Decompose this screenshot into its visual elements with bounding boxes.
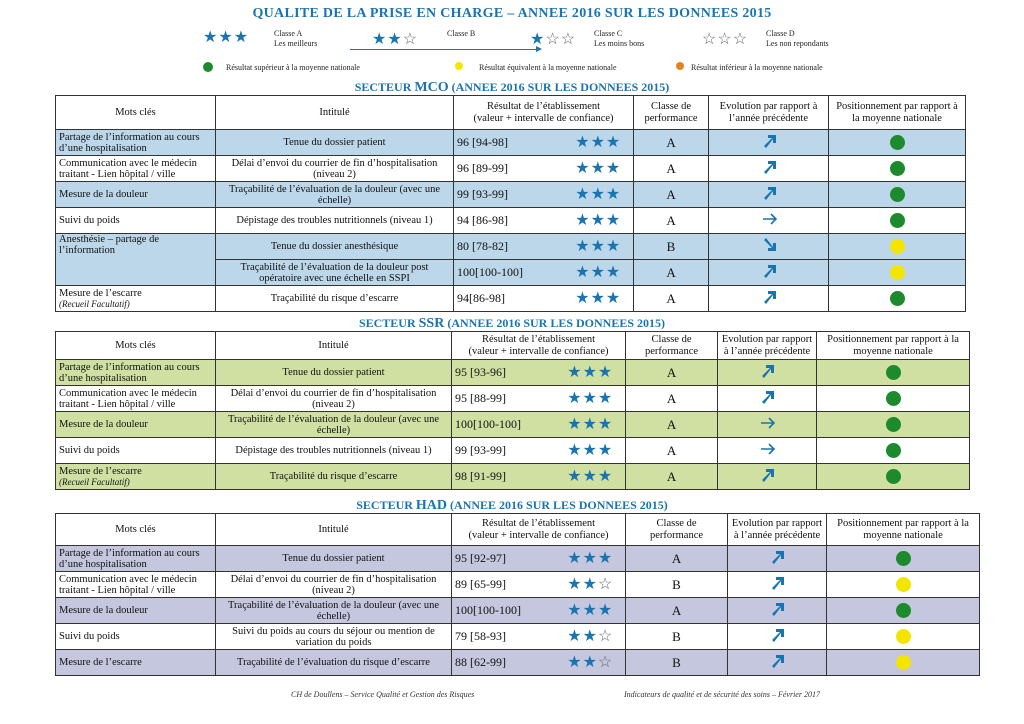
row-intitule: Tenue du dossier patient xyxy=(216,130,454,156)
row-stars xyxy=(564,260,634,286)
row-result: 89 [65-99] xyxy=(452,572,556,598)
row-intitule: Traçabilité de l’évaluation de la douleur post opératoire avec une échelle en SSPI xyxy=(216,260,454,286)
row-evolution xyxy=(709,156,829,182)
arrow-up-right-icon xyxy=(759,388,775,404)
legend-stars-c: ★☆☆ xyxy=(530,31,577,48)
empty-star-icon: ☆ xyxy=(597,653,614,671)
had-header-row xyxy=(56,514,980,546)
arrow-up-right-icon xyxy=(761,184,777,200)
row-intitule: Dépistage des troubles nutritionnels (niveau 1) xyxy=(216,208,454,234)
row-intitule: Traçabilité du risque d’escarre xyxy=(216,286,454,312)
legend-dot-green-label: Résultat supérieur à la moyenne nationale xyxy=(226,63,360,72)
legend-stars-b: ★★☆ xyxy=(372,31,419,48)
header-evolution: Evolution par rapport à l’année précédente xyxy=(709,96,829,130)
sector-mco-name: MCO xyxy=(414,80,449,95)
table-row xyxy=(56,208,966,234)
status-dot-yellow-icon xyxy=(890,239,905,254)
keyword-text: Suivi du poids xyxy=(59,445,120,456)
table-row xyxy=(56,234,966,260)
arrow-up-right-icon xyxy=(769,600,785,616)
star-rating-icon: ★★★ xyxy=(567,415,614,433)
row-intitule: Traçabilité de l’évaluation de la douleur (avec une échelle) xyxy=(216,182,454,208)
row-stars xyxy=(564,286,634,312)
row-evolution xyxy=(728,572,827,598)
legend-dot-yellow-label: Résultat équivalent à la moyenne nationale xyxy=(479,63,617,72)
sector-mco-post: (ANNEE 2016 SUR LES DONNEES 2015) xyxy=(448,80,670,94)
arrow-right-icon xyxy=(761,210,777,226)
keyword-text: Mesure de la douleur xyxy=(59,605,148,616)
sector-ssr-post: (ANNEE 2016 SUR LES DONNEES 2015) xyxy=(444,316,666,330)
row-position xyxy=(827,624,980,650)
table-row xyxy=(56,572,980,598)
row-result: 95 [92-97] xyxy=(452,546,556,572)
row-stars xyxy=(556,412,626,438)
row-stars xyxy=(564,130,634,156)
star-rating-icon: ★★☆ xyxy=(567,575,614,593)
row-intitule: Tenue du dossier patient xyxy=(216,546,452,572)
legend-class-a-desc: Les meilleurs xyxy=(274,39,318,48)
status-dot-green-icon xyxy=(896,551,911,566)
keyword-text: Communication avec le médecin traitant - Lien hôpital / ville xyxy=(59,157,197,180)
row-stars xyxy=(556,572,626,598)
row-result: 94[86-98] xyxy=(454,286,564,312)
header-resultat-title: Résultat de l’établissement xyxy=(481,333,596,345)
header-mots: Mots clés xyxy=(56,96,216,130)
row-position xyxy=(829,208,966,234)
star-rating-icon: ★★★ xyxy=(567,389,614,407)
status-dot-green-icon xyxy=(886,391,901,406)
row-stars xyxy=(556,464,626,490)
row-result: 100[100-100] xyxy=(452,598,556,624)
empty-star-icon: ☆ xyxy=(597,575,614,593)
header-position: Positionnement par rapport à la moyenne nationale xyxy=(827,514,980,546)
row-keyword xyxy=(56,598,216,624)
row-stars xyxy=(564,208,634,234)
legend-class-c-desc: Les moins bons xyxy=(594,39,645,48)
row-stars xyxy=(556,386,626,412)
legend-stars-d: ☆☆☆ xyxy=(702,31,749,48)
status-dot-green-icon xyxy=(886,365,901,380)
star-rating-icon: ★★★ xyxy=(575,159,622,177)
row-evolution xyxy=(709,260,829,286)
row-evolution xyxy=(709,182,829,208)
arrow-up-right-icon xyxy=(761,132,777,148)
ssr-header-row xyxy=(56,332,970,360)
table-row xyxy=(56,598,980,624)
row-keyword xyxy=(56,156,216,182)
keyword-text: Mesure de l’escarre xyxy=(59,465,142,477)
keyword-text: Partage de l’information au cours d’une hospitalisation xyxy=(59,361,200,384)
row-position xyxy=(827,650,980,676)
arrow-up-right-icon xyxy=(761,288,777,304)
header-resultat-title: Résultat de l’établissement xyxy=(481,517,596,529)
row-result: 99 [93-99] xyxy=(452,438,556,464)
legend-class-a-title: Classe A xyxy=(274,29,303,38)
row-intitule: Tenue du dossier anesthésique xyxy=(216,234,454,260)
legend-dot-green-icon xyxy=(203,62,213,72)
status-dot-green-icon xyxy=(890,161,905,176)
keyword-text: Communication avec le médecin traitant - Lien hôpital / ville xyxy=(59,573,197,596)
row-evolution xyxy=(718,464,817,490)
keyword-text: Communication avec le médecin traitant - Lien hôpital / ville xyxy=(59,387,197,410)
star-rating-icon: ★★★ xyxy=(575,211,622,229)
row-class: A xyxy=(634,156,709,182)
row-intitule: Délai d’envoi du courrier de fin d’hospitalisation (niveau 2) xyxy=(216,156,454,182)
row-result: 95 [93-96] xyxy=(452,360,556,386)
header-intitule: Intitulé xyxy=(216,514,452,546)
arrow-down-right-icon xyxy=(761,236,777,252)
table-ssr xyxy=(55,331,970,490)
row-intitule: Suivi du poids au cours du séjour ou mention de variation du poids xyxy=(216,624,452,650)
keyword-text: Suivi du poids xyxy=(59,631,120,642)
row-evolution xyxy=(718,412,817,438)
table-row xyxy=(56,464,970,490)
row-evolution xyxy=(709,208,829,234)
row-position xyxy=(829,130,966,156)
page-title: QUALITE DE LA PRISE EN CHARGE – ANNEE 2016 SUR LES DONNEES 2015 xyxy=(252,6,772,21)
row-position xyxy=(817,386,970,412)
row-intitule: Tenue du dossier patient xyxy=(216,360,452,386)
row-keyword xyxy=(56,208,216,234)
row-position xyxy=(829,260,966,286)
row-class: A xyxy=(634,182,709,208)
row-intitule: Traçabilité de l’évaluation de la douleur (avec une échelle) xyxy=(216,412,452,438)
arrow-up-right-icon xyxy=(759,466,775,482)
sector-had-pre: SECTEUR xyxy=(356,498,416,512)
header-resultat xyxy=(452,514,626,546)
row-evolution xyxy=(718,438,817,464)
footer-left: CH de Doullens – Service Qualité et Gestion des Risques xyxy=(291,690,475,699)
row-position xyxy=(829,182,966,208)
keyword-text: Mesure de la douleur xyxy=(59,419,148,430)
legend-class-d xyxy=(766,29,829,49)
row-keyword xyxy=(56,412,216,438)
table-row xyxy=(56,286,966,312)
row-result: 96 [94-98] xyxy=(454,130,564,156)
empty-star-icon: ☆ xyxy=(597,627,614,645)
table-row xyxy=(56,650,980,676)
row-stars xyxy=(556,598,626,624)
keyword-text: Partage de l’information au cours d’une hospitalisation xyxy=(59,547,200,570)
row-intitule: Délai d’envoi du courrier de fin d’hospitalisation (niveau 2) xyxy=(216,572,452,598)
keyword-text: Suivi du poids xyxy=(59,215,120,226)
row-class: A xyxy=(626,438,718,464)
row-keyword xyxy=(56,572,216,598)
row-class: A xyxy=(626,386,718,412)
status-dot-green-icon xyxy=(890,213,905,228)
arrow-right-icon xyxy=(759,440,775,456)
star-rating-icon: ★★★ xyxy=(575,263,622,281)
row-intitule: Délai d’envoi du courrier de fin d’hospitalisation (niveau 2) xyxy=(216,386,452,412)
table-row xyxy=(56,182,966,208)
header-resultat xyxy=(454,96,634,130)
row-evolution xyxy=(728,624,827,650)
row-result: 95 [88-99] xyxy=(452,386,556,412)
sector-ssr-pre: SECTEUR xyxy=(358,316,419,330)
keyword-note: (Recueil Facultatif) xyxy=(59,298,130,309)
row-class: A xyxy=(626,464,718,490)
header-classe: Classe de performance xyxy=(626,332,718,360)
row-keyword xyxy=(56,286,216,312)
keyword-text: Mesure de l’escarre xyxy=(59,287,142,299)
keyword-text: Mesure de la douleur xyxy=(59,189,148,200)
legend-dot-yellow-icon xyxy=(455,62,463,70)
row-keyword xyxy=(56,386,216,412)
star-rating-icon: ★★★ xyxy=(575,237,622,255)
row-stars xyxy=(564,234,634,260)
arrow-up-right-icon xyxy=(761,158,777,174)
row-class: A xyxy=(626,412,718,438)
table-mco xyxy=(55,95,966,312)
table-row xyxy=(56,360,970,386)
row-evolution xyxy=(728,598,827,624)
row-class: A xyxy=(634,130,709,156)
keyword-note: (Recueil Facultatif) xyxy=(59,476,130,487)
row-stars xyxy=(556,650,626,676)
row-position xyxy=(817,412,970,438)
legend-stars-a: ★★★ xyxy=(203,29,250,46)
row-position xyxy=(827,546,980,572)
row-keyword xyxy=(56,438,216,464)
row-result: 96 [89-99] xyxy=(454,156,564,182)
row-result: 99 [93-99] xyxy=(454,182,564,208)
keyword-text: Anesthésie – partage de l’information xyxy=(59,234,160,256)
legend-class-a xyxy=(274,29,317,49)
legend-class-d-title: Classe D xyxy=(766,29,795,38)
header-resultat-sub: (valeur + intervalle de confiance) xyxy=(468,345,609,357)
status-dot-yellow-icon xyxy=(896,655,911,670)
row-evolution xyxy=(709,130,829,156)
row-stars xyxy=(556,546,626,572)
keyword-text: Partage de l’information au cours d’une hospitalisation xyxy=(59,131,200,154)
legend-class-b-title: Classe B xyxy=(447,29,476,38)
row-position xyxy=(817,438,970,464)
row-class: A xyxy=(634,260,709,286)
legend-arrow-line xyxy=(350,49,536,50)
star-rating-icon: ★★☆ xyxy=(567,653,614,671)
row-position xyxy=(817,360,970,386)
header-resultat xyxy=(452,332,626,360)
row-evolution xyxy=(709,286,829,312)
row-class: B xyxy=(626,572,728,598)
row-position xyxy=(829,156,966,182)
row-keyword xyxy=(56,360,216,386)
row-class: A xyxy=(634,286,709,312)
row-result: 88 [62-99] xyxy=(452,650,556,676)
arrow-up-right-icon xyxy=(769,626,785,642)
status-dot-green-icon xyxy=(890,135,905,150)
legend-class-c-title: Classe C xyxy=(594,29,623,38)
status-dot-yellow-icon xyxy=(896,577,911,592)
row-keyword xyxy=(56,546,216,572)
legend-class-d-desc: Les non repondants xyxy=(766,39,829,48)
row-keyword xyxy=(56,650,216,676)
star-rating-icon: ★★★ xyxy=(567,549,614,567)
star-rating-icon: ★★★ xyxy=(567,441,614,459)
footer-right: Indicateurs de qualité et de sécurité des soins – Février 2017 xyxy=(624,690,820,699)
row-class: A xyxy=(626,598,728,624)
row-position xyxy=(829,234,966,260)
header-intitule: Intitulé xyxy=(216,96,454,130)
header-evolution: Evolution par rapport à l’année précédente xyxy=(728,514,827,546)
row-keyword xyxy=(56,234,216,286)
legend-dot-orange-icon xyxy=(676,62,684,70)
row-class: B xyxy=(634,234,709,260)
row-intitule: Traçabilité de l’évaluation de la douleur (avec une échelle) xyxy=(216,598,452,624)
star-rating-icon: ★★★ xyxy=(575,185,622,203)
header-classe: Classe de performance xyxy=(626,514,728,546)
sector-heading-mco xyxy=(0,80,1024,96)
row-result: 98 [91-99] xyxy=(452,464,556,490)
row-evolution xyxy=(728,650,827,676)
star-rating-icon: ★★★ xyxy=(567,467,614,485)
header-evolution: Evolution par rapport à l’année précédente xyxy=(718,332,817,360)
row-stars xyxy=(556,360,626,386)
row-position xyxy=(829,286,966,312)
row-class: B xyxy=(626,624,728,650)
header-position: Positionnement par rapport à la moyenne nationale xyxy=(829,96,966,130)
arrow-up-right-icon xyxy=(769,574,785,590)
header-mots: Mots clés xyxy=(56,332,216,360)
row-stars xyxy=(564,156,634,182)
table-row xyxy=(56,546,980,572)
row-intitule: Traçabilité du risque d’escarre xyxy=(216,464,452,490)
row-evolution xyxy=(709,234,829,260)
arrow-right-icon xyxy=(759,414,775,430)
row-class: A xyxy=(634,208,709,234)
row-stars xyxy=(556,438,626,464)
sector-mco-pre: SECTEUR xyxy=(354,80,415,94)
arrow-up-right-icon xyxy=(761,262,777,278)
row-keyword xyxy=(56,182,216,208)
row-intitule: Traçabilité de l’évaluation du risque d’escarre xyxy=(216,650,452,676)
sector-heading-had xyxy=(0,498,1024,514)
status-dot-green-icon xyxy=(890,291,905,306)
header-resultat-title: Résultat de l’établissement xyxy=(486,100,601,112)
header-position: Positionnement par rapport à la moyenne nationale xyxy=(817,332,970,360)
row-class: A xyxy=(626,360,718,386)
arrow-up-right-icon xyxy=(759,362,775,378)
table-row xyxy=(56,386,970,412)
header-classe: Classe de performance xyxy=(634,96,709,130)
status-dot-green-icon xyxy=(886,469,901,484)
row-class: B xyxy=(626,650,728,676)
status-dot-green-icon xyxy=(890,187,905,202)
table-row xyxy=(56,438,970,464)
table-row xyxy=(56,412,970,438)
row-position xyxy=(817,464,970,490)
header-mots: Mots clés xyxy=(56,514,216,546)
sector-had-post: (ANNEE 2016 SUR LES DONNEES 2015) xyxy=(447,498,668,512)
row-keyword xyxy=(56,130,216,156)
header-resultat-sub: (valeur + intervalle de confiance) xyxy=(468,529,609,541)
arrow-up-right-icon xyxy=(769,652,785,668)
row-stars xyxy=(564,182,634,208)
row-result: 94 [86-98] xyxy=(454,208,564,234)
table-row xyxy=(56,130,966,156)
status-dot-green-icon xyxy=(896,603,911,618)
row-keyword xyxy=(56,624,216,650)
row-keyword xyxy=(56,464,216,490)
row-position xyxy=(827,572,980,598)
table-had xyxy=(55,513,980,676)
legend-class-c xyxy=(594,29,644,49)
row-evolution xyxy=(728,546,827,572)
header-intitule: Intitulé xyxy=(216,332,452,360)
star-rating-icon: ★★★ xyxy=(567,363,614,381)
row-evolution xyxy=(718,386,817,412)
status-dot-green-icon xyxy=(886,417,901,432)
legend-dot-orange-label: Résultat inférieur à la moyenne nationale xyxy=(691,63,823,72)
row-evolution xyxy=(718,360,817,386)
star-rating-icon: ★★★ xyxy=(567,601,614,619)
status-dot-yellow-icon xyxy=(890,265,905,280)
sector-heading-ssr xyxy=(0,316,1024,332)
sector-ssr-name: SSR xyxy=(418,316,445,331)
star-rating-icon: ★★★ xyxy=(575,133,622,151)
sector-had-name: HAD xyxy=(415,498,448,513)
row-result: 79 [58-93] xyxy=(452,624,556,650)
status-dot-yellow-icon xyxy=(896,629,911,644)
star-rating-icon: ★★☆ xyxy=(567,627,614,645)
row-result: 100[100-100] xyxy=(454,260,564,286)
row-result: 100[100-100] xyxy=(452,412,556,438)
star-rating-icon: ★★★ xyxy=(575,289,622,307)
table-row xyxy=(56,624,980,650)
row-class: A xyxy=(626,546,728,572)
row-intitule: Dépistage des troubles nutritionnels (niveau 1) xyxy=(216,438,452,464)
arrow-up-right-icon xyxy=(769,548,785,564)
header-resultat-sub: (valeur + intervalle de confiance) xyxy=(473,112,614,124)
status-dot-green-icon xyxy=(886,443,901,458)
keyword-text: Mesure de l’escarre xyxy=(59,657,142,668)
row-stars xyxy=(556,624,626,650)
row-position xyxy=(827,598,980,624)
mco-header-row xyxy=(56,96,966,130)
row-result: 80 [78-82] xyxy=(454,234,564,260)
table-row xyxy=(56,156,966,182)
